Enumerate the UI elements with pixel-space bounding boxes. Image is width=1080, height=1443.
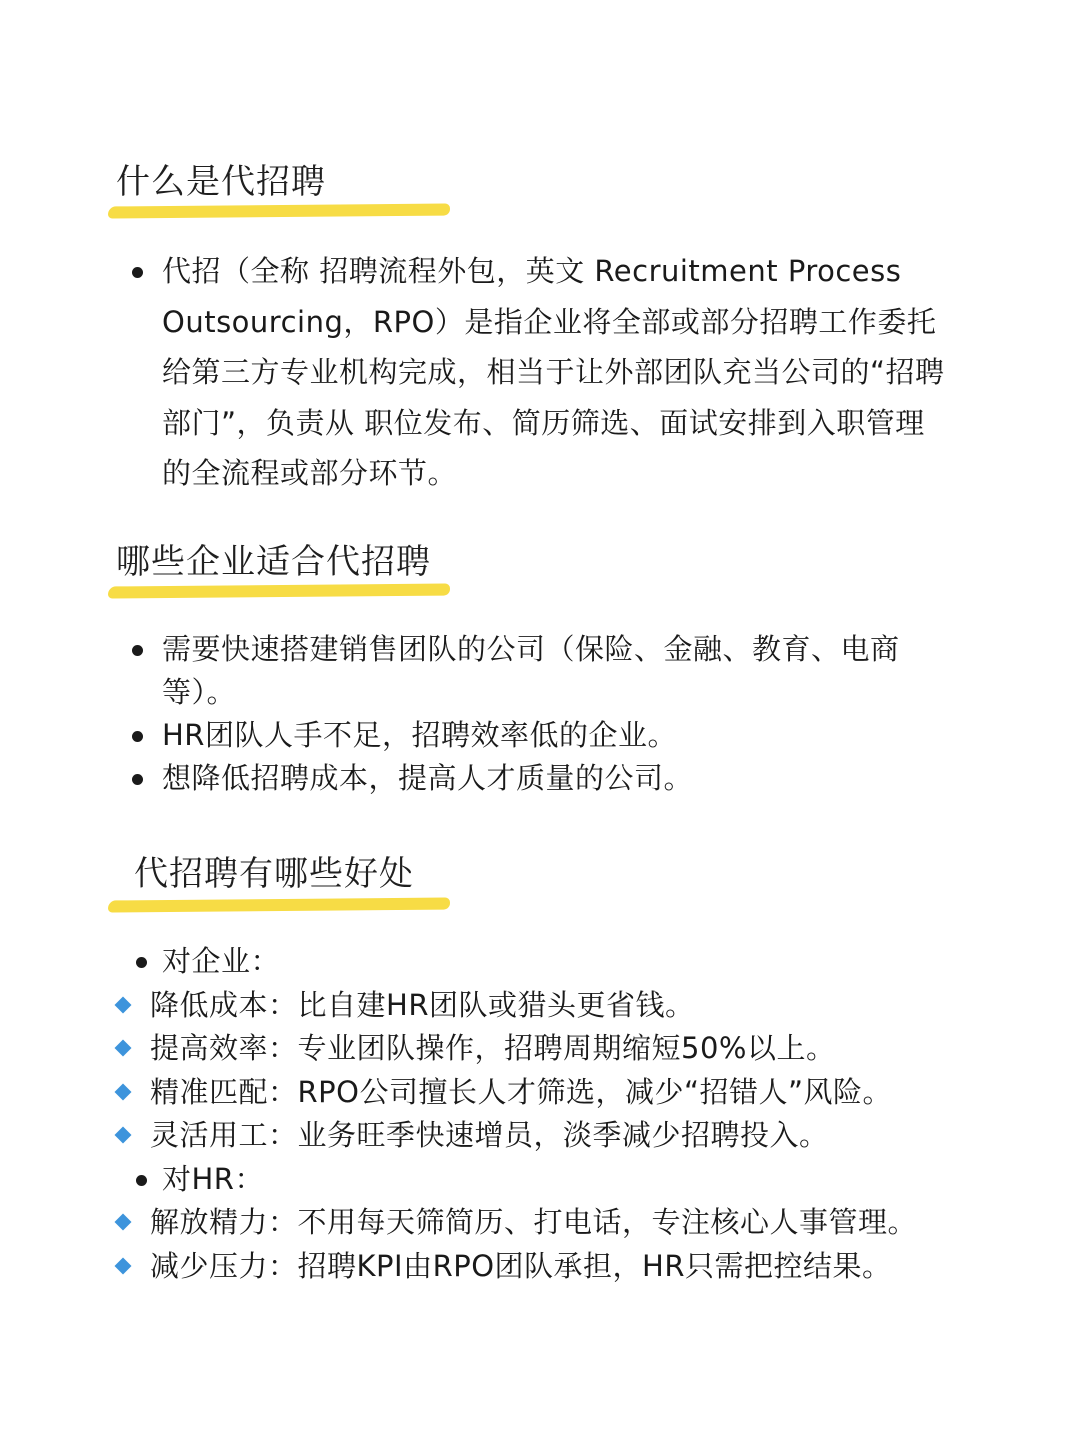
benefit-text: 业务旺季快速增员，淡季减少招聘投入。 [297, 1118, 829, 1152]
benefit-item [112, 1071, 1012, 1115]
benefit-item [112, 984, 1012, 1028]
list-item-text: 想降低招聘成本，提高人才质量的公司。 [162, 761, 694, 795]
diamond-icon [115, 1214, 132, 1231]
bullet-icon [132, 267, 143, 278]
list-item-text: HR团队人手不足，招聘效率低的企业。 [162, 718, 677, 752]
benefits-list [112, 940, 1012, 1288]
benefit-label: 提高效率： [150, 1031, 298, 1065]
benefit-text: RPO公司擅长人才筛选，减少“招错人”风险。 [297, 1074, 893, 1109]
list-item-text: 需要快速搭建销售团队的公司（保险、金融、教育、电商等）。 [162, 632, 900, 709]
benefit-group-hr [112, 1158, 1012, 1202]
benefit-text: 不用每天筛简历、打电话，专注核心人事管理。 [297, 1205, 918, 1239]
heading-text: 哪些企业适合代招聘 [116, 542, 431, 582]
group-title: 对企业： [162, 944, 281, 978]
suitable-list [132, 628, 962, 800]
bullet-icon [136, 957, 147, 968]
heading-text: 什么是代招聘 [116, 162, 326, 202]
bullet-icon [132, 645, 143, 656]
diamond-icon [115, 1040, 132, 1057]
heading-highlight [108, 898, 450, 913]
diamond-icon [115, 1083, 132, 1100]
benefit-label: 解放精力： [150, 1205, 298, 1239]
bullet-icon [132, 731, 143, 742]
group-title: 对HR： [162, 1161, 264, 1196]
benefit-label: 降低成本： [150, 987, 298, 1022]
definition-text: 代招（全称 招聘流程外包，英文 Recruitment Process Outsourcing，RPO）是指企业将全部或部分招聘工作委托给第三方专业机构完成，相当于让外部团队充当公司的“招聘部门”，负责从 职位发布、简历筛选、面试安排到入职管理 的全流程或部分环节。 [162, 254, 945, 490]
bullet-icon [132, 774, 143, 785]
diamond-icon [115, 996, 132, 1013]
heading-text: 代招聘有哪些好处 [134, 854, 414, 894]
benefit-item [112, 1245, 1012, 1289]
list-item [132, 628, 962, 714]
benefit-item [112, 1114, 1012, 1158]
diamond-icon [115, 1257, 132, 1274]
benefit-item [112, 1201, 1012, 1245]
benefit-group-enterprise [112, 940, 1012, 984]
list-item [132, 714, 962, 757]
definition-paragraph [132, 246, 962, 499]
heading-highlight [108, 584, 450, 599]
diamond-icon [115, 1127, 132, 1144]
benefit-item [112, 1027, 1012, 1071]
benefit-text: 招聘KPI由RPO团队承担，HR只需把控结果。 [297, 1248, 892, 1283]
heading-highlight [108, 204, 450, 219]
benefit-text: 比自建HR团队或猎头更省钱。 [297, 987, 695, 1022]
bullet-icon [136, 1175, 147, 1186]
benefit-label: 减少压力： [150, 1248, 298, 1283]
list-item [132, 757, 962, 800]
benefit-label: 精准匹配： [150, 1074, 298, 1109]
benefit-label: 灵活用工： [150, 1118, 298, 1152]
benefit-text: 专业团队操作，招聘周期缩短50%以上。 [297, 1031, 836, 1065]
